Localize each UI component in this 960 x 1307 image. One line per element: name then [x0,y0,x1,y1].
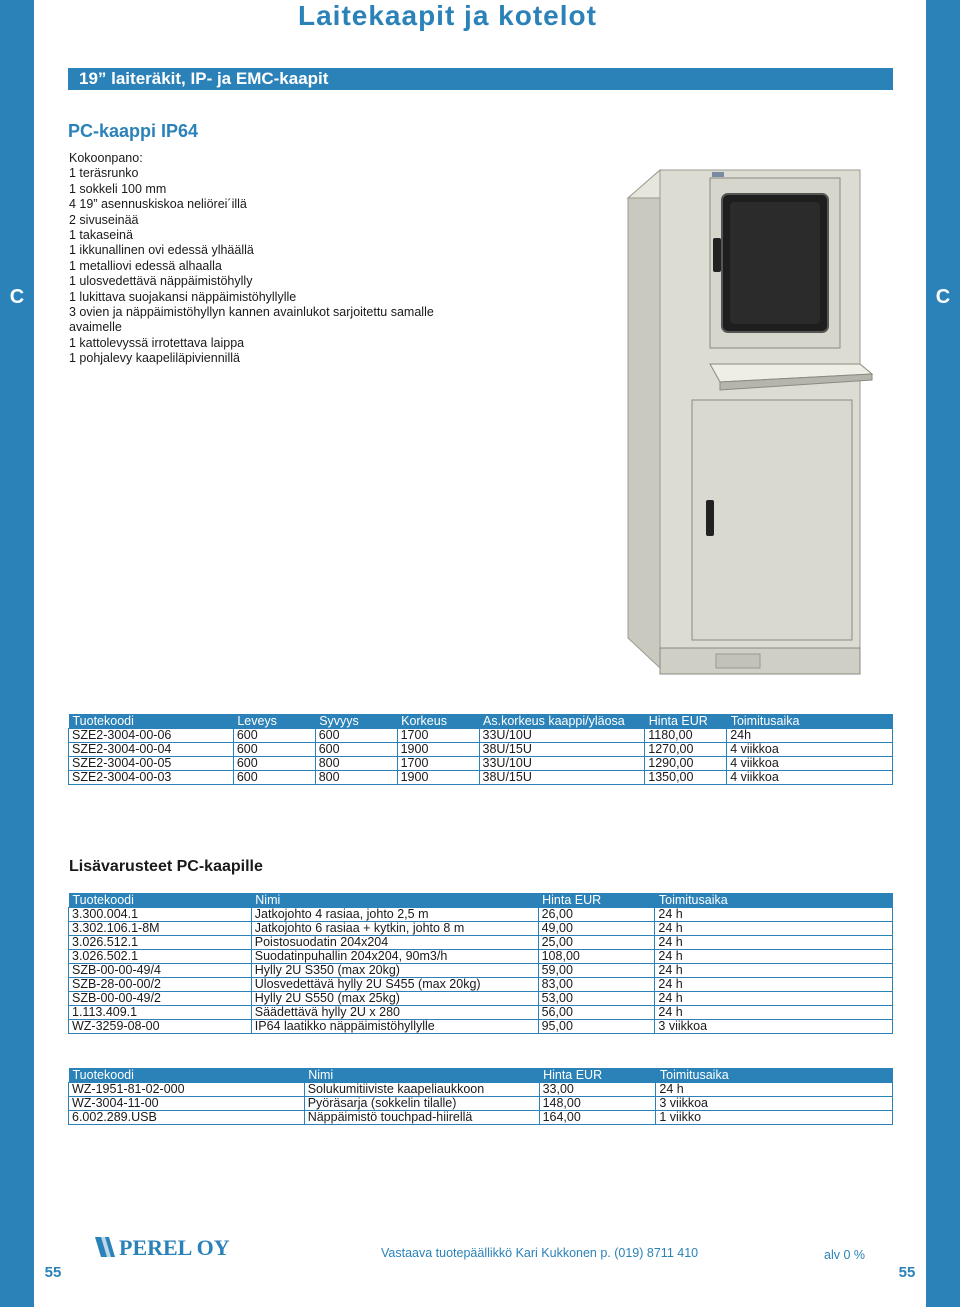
table-cell: 95,00 [538,1020,655,1034]
spec-item: 1 teräsrunko [69,166,139,181]
table-cell: 4 viikkoa [727,743,893,757]
header-cell: Tuotekoodi [69,1068,305,1083]
table-row [69,922,893,936]
table-cell: 1900 [397,771,479,785]
table-cell: 600 [315,729,397,743]
table-row [69,771,893,785]
header-cell: Hinta EUR [645,714,727,729]
spec-item: 1 ikkunallinen ovi edessä ylhäällä [69,243,254,258]
table-cell: Solukumitiiviste kaapeliaukkoon [304,1083,539,1097]
left-side-bar [0,0,34,1307]
spec-item: 1 metalliovi edessä alhaalla [69,258,222,273]
product-title: PC-kaappi IP64 [68,121,199,141]
table-header-row [69,893,893,908]
page-title: Laitekaapit ja kotelot [298,0,597,31]
table-cell: 1700 [397,729,479,743]
table-cell: WZ-1951-81-02-000 [69,1083,305,1097]
table-row [69,1006,893,1020]
table-cell: SZE2-3004-00-03 [69,771,234,785]
footer-vat: alv 0 % [824,1248,865,1262]
table-cell: 148,00 [539,1097,656,1111]
table-row [69,978,893,992]
spec-item: avaimelle [69,320,122,335]
table-cell: 3.026.512.1 [69,936,252,950]
table-cell: Poistosuodatin 204x204 [251,936,538,950]
table-row [69,757,893,771]
table-header-row [69,714,893,729]
table-cell: 24 h [655,922,893,936]
spec-item: Kokoonpano: [69,151,143,165]
table-cell: 24 h [655,1006,893,1020]
table-cell: 1180,00 [645,729,727,743]
table-cell: SZE2-3004-00-04 [69,743,234,757]
table-cell: 3 viikkoa [656,1097,893,1111]
table-cell: 3 viikkoa [655,1020,893,1034]
table-cell: 800 [315,757,397,771]
table-cell: WZ-3004-11-00 [69,1097,305,1111]
table-cell: 600 [233,729,315,743]
table-cell: SZE2-3004-00-06 [69,729,234,743]
table-row [69,729,893,743]
table-header-row [69,1068,893,1083]
table-row [69,1083,893,1097]
table-cell: 24 h [655,992,893,1006]
table-cell: Pyöräsarja (sokkelin tilalle) [304,1097,539,1111]
table-cell: 59,00 [538,964,655,978]
left-section-letter: C [9,286,25,308]
header-cell: Toimitusaika [656,1068,893,1083]
table-cell: 3.300.004.1 [69,908,252,922]
header-cell: Tuotekoodi [69,893,252,908]
table-cell: 3.026.502.1 [69,950,252,964]
spec-item: 1 ulosvedettävä näppäimistöhylly [69,274,253,289]
table-cell: SZB-00-00-49/2 [69,992,252,1006]
header-cell: Korkeus [397,714,479,729]
header-cell: Tuotekoodi [69,714,234,729]
logo-text: PEREL OY [119,1235,230,1259]
table-cell: SZE2-3004-00-05 [69,757,234,771]
spec-list [69,151,489,367]
table-row [69,743,893,757]
table-cell: Hylly 2U S350 (max 20kg) [251,964,538,978]
page-number-right: 55 [898,1264,916,1281]
table-cell: 24 h [655,978,893,992]
cabinet-image [620,168,880,686]
right-section-letter: C [935,286,951,308]
table-cell: 24 h [655,964,893,978]
spec-item: 1 takaseinä [69,228,133,243]
header-cell: Nimi [304,1068,539,1083]
table-cell: 600 [233,771,315,785]
table-cell: 24 h [656,1083,893,1097]
header-cell: Syvyys [315,714,397,729]
table-cell: Näppäimistö touchpad-hiirellä [304,1111,539,1125]
table-cell: SZB-00-00-49/4 [69,964,252,978]
footer-contact: Vastaava tuotepäällikkö Kari Kukkonen p. (019) 8711 410 [381,1246,699,1260]
table-cell: 600 [233,757,315,771]
table-cell: Hylly 2U S550 (max 25kg) [251,992,538,1006]
table-cell: 1700 [397,757,479,771]
header-cell: As.korkeus kaappi/yläosa [479,714,645,729]
table-cell: IP64 laatikko näppäimistöhyllylle [251,1020,538,1034]
table-cell: 164,00 [539,1111,656,1125]
product-table [68,714,893,785]
table-cell: Jatkojohto 6 rasiaa + kytkin, johto 8 m [251,922,538,936]
table-cell: 25,00 [538,936,655,950]
table-cell: Ulosvedettävä hylly 2U S455 (max 20kg) [251,978,538,992]
table-cell: 1900 [397,743,479,757]
spec-item: 1 sokkeli 100 mm [69,181,167,196]
spec-item: 1 pohjalevy kaapeliläpiviennillä [69,351,240,366]
table-cell: 38U/15U [479,743,645,757]
spec-item: 4 19” asennuskiskoa neliörei´illä [69,197,247,212]
table-cell: 38U/15U [479,771,645,785]
table-cell: 1.113.409.1 [69,1006,252,1020]
spec-item: 1 lukittava suojakansi näppäimistöhyllylle [69,289,297,304]
table-row [69,1111,893,1125]
section-header: 19” laiteräkit, IP- ja EMC-kaapit [68,68,893,90]
table-cell: 83,00 [538,978,655,992]
table-row [69,992,893,1006]
spec-item: 3 ovien ja näppäimistöhyllyn kannen avainlukot sarjoitettu samalle [69,305,434,320]
table-cell: Säädettävä hylly 2U x 280 [251,1006,538,1020]
accessories-title: Lisävarusteet PC-kaapille [69,858,263,875]
table-cell: 33U/10U [479,729,645,743]
table-row [69,908,893,922]
table-cell: 108,00 [538,950,655,964]
header-cell: Nimi [251,893,538,908]
table-cell: Suodatinpuhallin 204x204, 90m3/h [251,950,538,964]
accessories-table [68,893,893,1034]
table-cell: 1290,00 [645,757,727,771]
table-cell: 1 viikko [656,1111,893,1125]
table-cell: 1350,00 [645,771,727,785]
table-cell: WZ-3259-08-00 [69,1020,252,1034]
table-cell: 1270,00 [645,743,727,757]
table-cell: 3.302.106.1-8M [69,922,252,936]
right-side-bar [926,0,960,1307]
table-cell: 4 viikkoa [727,771,893,785]
table-cell: 33,00 [539,1083,656,1097]
table-cell: 24 h [655,908,893,922]
header-cell: Leveys [233,714,315,729]
table-cell: 26,00 [538,908,655,922]
table-cell: Jatkojohto 4 rasiaa, johto 2,5 m [251,908,538,922]
spec-item: 1 kattolevyssä irrotettava laippa [69,335,245,350]
table-cell: 24 h [655,936,893,950]
page-number-left: 55 [44,1264,62,1281]
header-cell: Toimitusaika [655,893,893,908]
table-cell: 24 h [655,950,893,964]
table-cell: 33U/10U [479,757,645,771]
table-cell: 4 viikkoa [727,757,893,771]
spec-item: 2 sivuseinää [69,212,139,227]
table-row [69,950,893,964]
header-cell: Hinta EUR [539,1068,656,1083]
table-cell: 24h [727,729,893,743]
table-cell: SZB-28-00-00/2 [69,978,252,992]
table-cell: 53,00 [538,992,655,1006]
table-row [69,964,893,978]
perel-logo [95,1235,261,1259]
table-cell: 49,00 [538,922,655,936]
table-row [69,1020,893,1034]
header-cell: Toimitusaika [727,714,893,729]
table-row [69,936,893,950]
table-cell: 800 [315,771,397,785]
accessories-table-2 [68,1068,893,1125]
table-cell: 600 [315,743,397,757]
table-row [69,1097,893,1111]
table-cell: 6.002.289.USB [69,1111,305,1125]
table-cell: 56,00 [538,1006,655,1020]
header-cell: Hinta EUR [538,893,655,908]
table-cell: 600 [233,743,315,757]
